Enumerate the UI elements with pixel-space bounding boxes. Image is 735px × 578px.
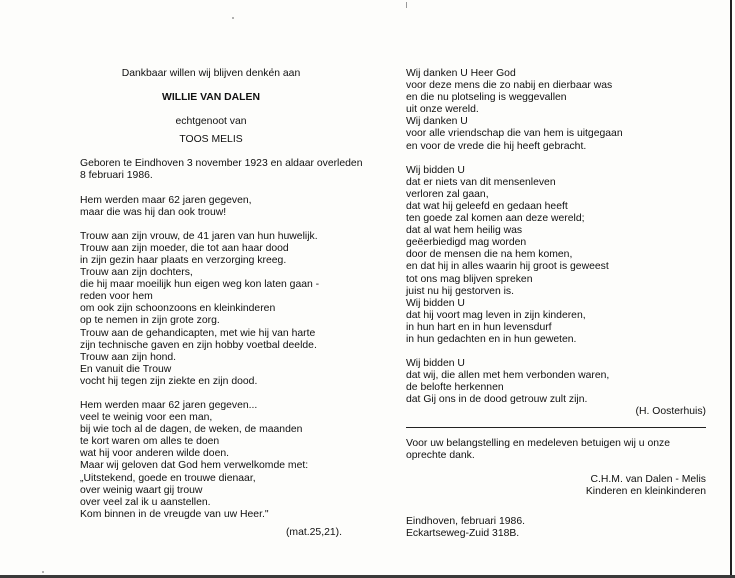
text-line: die hij maar moeilijk hun eigen weg kon laten gaan - (80, 279, 320, 291)
text-line: Trouw aan zijn dochters, (80, 267, 193, 279)
fold-mark (406, 2, 407, 8)
text-line: voor alle vriendschap die van hem is uitgegaan (406, 128, 623, 140)
verse-block-3 (80, 400, 342, 521)
text-line: dat wat hij geleefd en gedaan heeft (406, 200, 568, 212)
text-line: op te nemen in zijn grote zorg. (80, 315, 220, 327)
text-line: Hem werden maar 62 jaren gegeven... (80, 399, 258, 411)
text-line: bij wie toch al de dagen, de weken, de maanden (80, 424, 303, 436)
signer-family: Kinderen en kleinkinderen (585, 485, 706, 497)
text-line: over weinig waart gij trouw (80, 484, 203, 496)
text-line: over veel zal ik u aanstellen. (80, 496, 211, 508)
verse-block-1 (80, 195, 342, 219)
text-line: tot ons mag blijven spreken (406, 273, 533, 285)
text-line: Voor uw belangstelling en medeleven betuigen wij u onze (406, 437, 670, 449)
text-line: in hun gedachten en in hun geweten. (406, 333, 577, 345)
signers-block (406, 474, 706, 498)
left-column (80, 68, 363, 539)
text-line: dat er niets van dit mensenleven (406, 176, 556, 188)
text-line: 8 februari 1986. (80, 170, 153, 182)
intro-line: Dankbaar willen wij blijven denken aan (121, 68, 301, 79)
address-block (406, 516, 706, 540)
text-line: dat wij, die allen met hem verbonden waren, (406, 370, 610, 382)
text-line: Geboren te Eindhoven 3 november 1923 en aldaar overleden (80, 158, 363, 170)
text-line: veel te weinig voor een man, (80, 412, 213, 424)
birth-death-text (80, 158, 363, 182)
text-line: Wij bidden U (406, 297, 465, 309)
text-line: verloren zal gaan, (406, 188, 489, 200)
text-line: maar die was hij dan ook trouw! (80, 206, 227, 218)
text-line: zijn technische gaven en zijn hobby voetbal deelde. (80, 339, 317, 351)
text-line: Trouw aan de gehandicapten, met wie hij van harte (80, 327, 316, 339)
text-line: Wij danken U Heer God (406, 68, 516, 79)
scripture-reference: (mat.25,21). (285, 526, 342, 538)
text-line: dat Gij ons in de dood getrouw zult zijn. (406, 394, 588, 406)
text-line: in zijn gezin haar plaats en verzorging kreeg. (80, 254, 287, 266)
text-line: dat al wat hem heilig was (406, 225, 523, 237)
signer-name: C.H.M. van Dalen - Melis (590, 473, 706, 485)
divider-line (406, 427, 706, 428)
text-line: in hun hart en in hun levensdurf (406, 321, 552, 333)
text-line: te kort waren om alles te doen (80, 436, 220, 448)
text-line: Wij bidden U (406, 358, 465, 370)
street-address: Eckartseweg-Zuid 318B. (406, 528, 520, 539)
deceased-name: WILLIE VAN DALEN (162, 92, 260, 104)
text-line: de belofte herkennen (406, 382, 504, 394)
text-line: Maar wij geloven dat God hem verwelkomde met: (80, 460, 309, 472)
poem-attribution: (H. Oosterhuis) (635, 406, 706, 418)
text-line: dat hij voort mag leven in zijn kinderen, (406, 309, 586, 321)
text-line: Wij bidden U (406, 164, 465, 176)
text-line: Kom binnen in de vreugde van uw Heer." (80, 508, 269, 520)
text-line: reden voor hem (80, 291, 153, 303)
text-line: Hem werden maar 62 jaren gegeven, (80, 194, 252, 206)
text-line: juist nu hij gestorven is. (406, 285, 515, 297)
text-line: door de mensen die na hem komen, (406, 249, 573, 261)
text-line: Wij danken U (406, 116, 468, 128)
place-date: Eindhoven, februari 1986. (406, 515, 526, 527)
text-line: en voor de vrede die hij heeft gebracht. (406, 140, 587, 152)
prayer-block-1 (406, 68, 706, 153)
text-line: Trouw aan zijn moeder, die tot aan haar dood (80, 242, 289, 254)
frame-border-right (730, 0, 732, 578)
text-line: en dat hij in alles waarin hij groot is geweest (406, 261, 609, 273)
text-line: wat hij voor anderen wilde doen. (80, 448, 230, 460)
prayer-block-2 (406, 165, 706, 346)
text-line: om ook zijn schoonzoons en kleinkinderen (80, 303, 276, 315)
verse-block-2 (80, 231, 342, 388)
text-line: En vanuit die Trouw (80, 363, 172, 375)
text-line: Trouw aan zijn hond. (80, 351, 177, 363)
print-speck (42, 571, 44, 573)
right-column (406, 68, 706, 540)
thanks-text (406, 438, 706, 462)
text-line: oprechte dank. (406, 449, 475, 461)
spouse-name: TOOS MELIS (179, 134, 243, 146)
text-line: en die nu plotseling is weggevallen (406, 92, 567, 104)
text-line: vocht hij tegen zijn ziekte en zijn dood. (80, 375, 258, 387)
relation-line: echtgenoot van (175, 116, 247, 128)
prayer-block-3 (406, 358, 706, 406)
text-line: geëerbiedigd mag worden (406, 237, 527, 249)
text-line: „Uitstekend, goede en trouwe dienaar, (80, 472, 256, 484)
print-speck (232, 17, 234, 19)
text-line: Trouw aan zijn vrouw, de 41 jaren van hun huwelijk. (80, 230, 318, 242)
text-line: ten goede zal komen aan deze wereld; (406, 213, 585, 225)
text-line: uit onze wereld. (406, 104, 479, 116)
text-line: voor deze mens die zo nabij en dierbaar was (406, 80, 613, 92)
